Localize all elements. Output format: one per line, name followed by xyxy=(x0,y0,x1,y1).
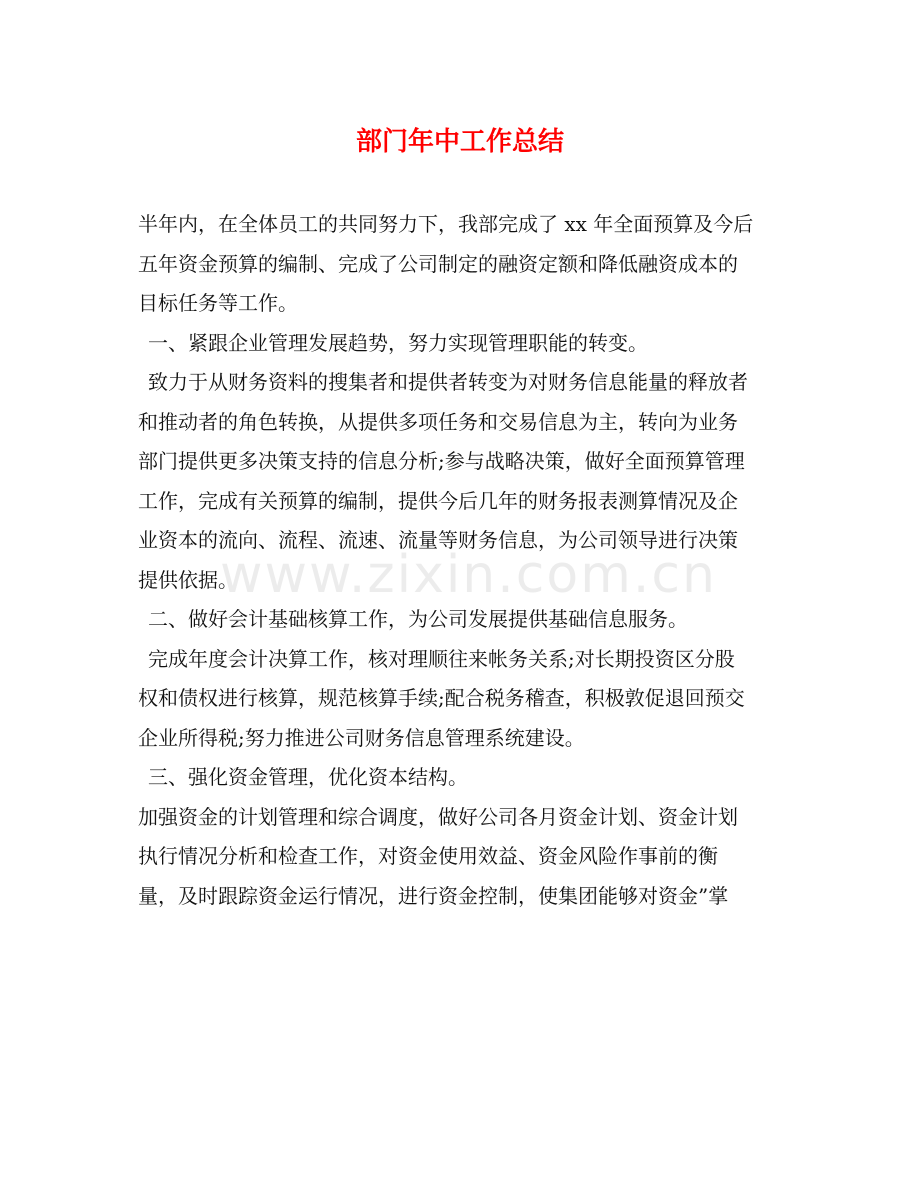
text-line-7: 部门提供更多决策支持的信息分析;参与战略决策，做好全面预算管理 xyxy=(138,449,745,473)
text-line-8: 工作，完成有关预算的编制，提供今后几年的财务报表测算情况及企 xyxy=(138,488,738,513)
text-line-3: 目标任务等工作。 xyxy=(138,291,298,315)
document-body xyxy=(138,205,788,916)
text-line-12: 完成年度会计决算工作，核对理顺往来帐务关系;对长期投资区分股 xyxy=(148,646,735,671)
text-line-16: 加强资金的计划管理和综合调度，做好公司各月资金计划、资金计划 xyxy=(138,804,738,829)
text-line-14: 企业所得税;努力推进公司财务信息管理系统建设。 xyxy=(138,725,585,750)
text-line-9: 业资本的流向、流程、流速、流量等财务信息，为公司领导进行决策 xyxy=(138,528,738,552)
text-line-10: 提供依据。 xyxy=(138,567,238,592)
text-line-18: 量，及时跟踪资金运行情况，进行资金控制，使集团能够对资金”掌 xyxy=(138,883,729,908)
text-line-13: 权和债权进行核算，规范核算手续;配合税务稽查，积极敦促退回预交 xyxy=(138,686,745,710)
text-line-6: 和推动者的角色转换，从提供多项任务和交易信息为主，转向为业务 xyxy=(138,409,738,434)
section-heading-1: 一、紧跟企业管理发展趋势，努力实现管理职能的转变。 xyxy=(148,330,648,355)
text-line-1: 半年内，在全体员工的共同努力下，我部完成了 xx 年全面预算及今后 xyxy=(138,212,754,236)
document-title: 部门年中工作总结 xyxy=(355,127,564,157)
text-line-5: 致力于从财务资料的搜集者和提供者转变为对财务信息能量的释放者 xyxy=(148,370,748,394)
section-heading-3: 三、强化资金管理，优化资本结构。 xyxy=(148,765,468,789)
section-heading-2: 二、做好会计基础核算工作，为公司发展提供基础信息服务。 xyxy=(148,607,688,631)
watermark: www.zixin.com.cn xyxy=(220,545,717,605)
text-line-17: 执行情况分析和检查工作，对资金使用效益、资金风险作事前的衡 xyxy=(138,844,718,868)
text-line-2: 五年资金预算的编制、完成了公司制定的融资定额和降低融资成本的 xyxy=(138,251,738,276)
